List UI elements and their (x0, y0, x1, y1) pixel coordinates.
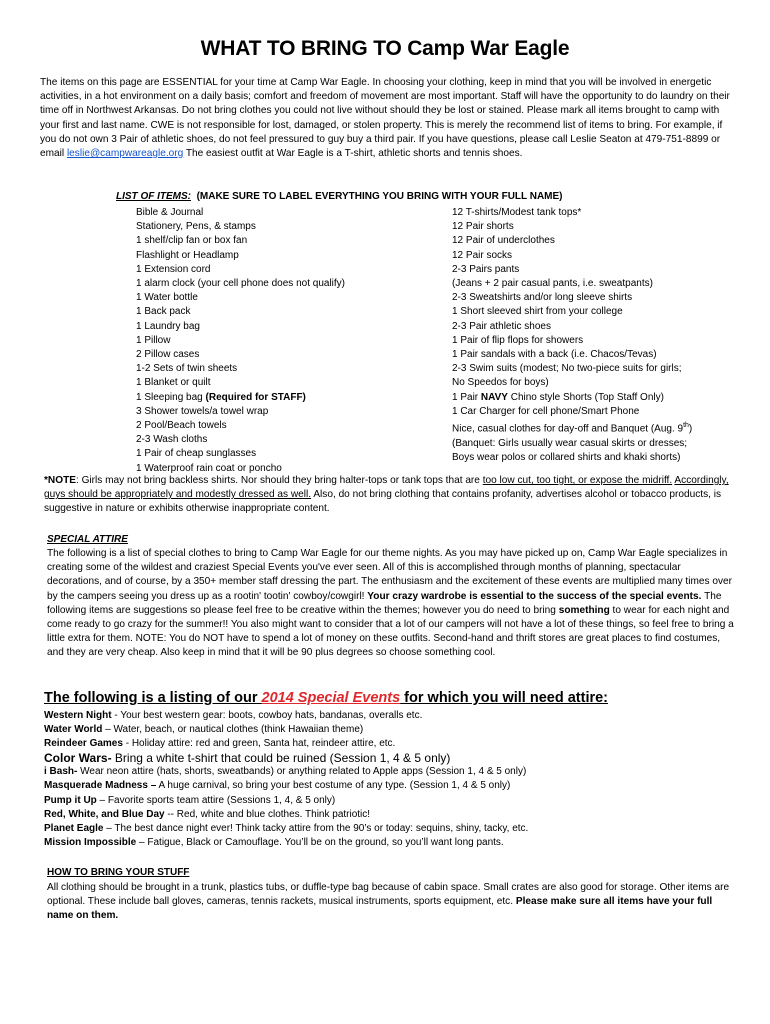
event-item: Mission Impossible – Fatigue, Black or Camouflage. You’ll be on the ground, so you’ll want long pants. (44, 836, 504, 848)
list-item: 1-2 Sets of twin sheets (136, 363, 238, 375)
list-item-banquet: Nice, casual clothes for day-off and Banquet (Aug. 9th) (452, 422, 693, 435)
list-item: (Jeans + 2 pair casual pants, i.e. sweatpants) (452, 278, 653, 290)
list-item-navy-shorts: 1 Pair NAVY Chino style Shorts (Top Staff Only) (452, 391, 664, 403)
note-label: *NOTE (44, 475, 76, 486)
event-item: Pump it Up – Favorite sports team attire (Sessions 1, 4, & 5 only) (44, 794, 336, 806)
list-item: 1 Blanket or quilt (136, 377, 211, 389)
dress-code-note: *NOTE: Girls may not bring backless shirts. Nor should they bring halter-tops or tank tops that are too low cut, too tight, or expose the midriff. Accordingly, guys should be appropriately and modestly dressed as well. Also, do not bring clothing that contains profanity, advertises alcohol or tobacco products, is suggestive in nature or exhibits otherwise inappropriate content. (44, 475, 729, 515)
list-item: Stationery, Pens, & stamps (136, 221, 256, 233)
list-heading-note: (MAKE SURE TO LABEL EVERYTHING YOU BRING WITH YOUR FULL NAME) (196, 191, 563, 202)
list-item: 1 Water bottle (136, 292, 198, 304)
how-to-bring-paragraph: All clothing should be brought in a trunk, plastics tubs, or duffle-type bag because of cabin space. Small crates are also good for storage. Other items are optional. These include ball gloves, cameras, tennis rackets, musical instruments, sports equipment, etc. Please make sure all items have your full name on them. (47, 882, 730, 922)
list-item: Flashlight or Headlamp (136, 249, 239, 261)
event-item: Red, White, and Blue Day -- Red, white and blue clothes. Think patriotic! (44, 808, 371, 820)
special-events-heading: The following is a listing of our 2014 Special Events for which you will need attire: (44, 690, 609, 706)
items-list-left (136, 206, 436, 476)
list-item: 1 alarm clock (your cell phone does not qualify) (136, 278, 345, 290)
list-item: 1 Back pack (136, 306, 191, 318)
how-to-bring-heading: HOW TO BRING YOUR STUFF (47, 867, 190, 878)
special-attire-heading: SPECIAL ATTIRE (47, 534, 128, 545)
intro-paragraph (40, 76, 740, 161)
list-item: 1 Pair of cheap sunglasses (136, 448, 257, 460)
intro-text-end: The easiest outfit at War Eagle is a T-shirt, athletic shorts and tennis shoes. (183, 148, 523, 160)
list-item: Boys wear polos or collared shirts and khaki shorts) (452, 451, 681, 463)
email-link[interactable]: leslie@campwareagle.org (66, 148, 184, 160)
list-item: 1 Pillow (136, 334, 171, 346)
special-attire-paragraph: The following is a list of special clothes to bring to Camp War Eagle for our theme nights. As you may have picked up on, Camp War Eagle specializes in creating some of the wildest and craziest Special Events you've ever seen. All of this is accomplished through months of planning, spectacular decorations, and of course, by a 350+ member staff dressing the part. The enthusiasm and the excitement of these events are multiplied many times over by the campers seeing you dress up as a rootin' tootin' cowboy/cowgirl! Your crazy wardrobe is essential to the success of the special events. The following items are suggestions so please feel free to be creative within the themes; however you do need to bring something to wear for each night and come ready to go crazy for the summer!! You also might want to consider that a lot of our campers will not have a lot of these things, so feel free to bring a little extra for them. NOTE: You do NOT have to spend a lot of money on these outfits. Second-hand and thrift stores are great places to find costumes, and they are very cheap. Also keep in mind that it will be 90 plus degrees so choose something cool. (47, 548, 734, 659)
list-item: 2-3 Swim suits (modest; No two-piece suits for girls; (452, 363, 682, 375)
list-item: 12 Pair shorts (452, 221, 514, 233)
list-item: 3 Shower towels/a towel wrap (136, 405, 269, 417)
items-list-right (452, 206, 752, 465)
event-item: Water World – Water, beach, or nautical clothes (think Hawaiian theme) (44, 724, 364, 736)
list-heading (116, 191, 563, 202)
list-item: No Speedos for boys) (452, 377, 549, 389)
list-item: 2-3 Sweatshirts and/or long sleeve shirts (452, 292, 633, 304)
list-item: 2 Pool/Beach towels (136, 420, 227, 432)
list-item: 12 Pair of underclothes (452, 235, 555, 247)
list-item: 1 Pair of flip flops for showers (452, 334, 584, 346)
event-item: Reindeer Games - Holiday attire: red and green, Santa hat, reindeer attire, etc. (44, 738, 396, 750)
list-item-sleeping-bag: 1 Sleeping bag (Required for STAFF) (136, 391, 306, 403)
intro-text: The items on this page are ESSENTIAL for your time at Camp War Eagle. In choosing your clothing, keep in mind that you will be involved in energetic activities, in a hot environment on a daily basis; comfort and freedom of movement are most important. Staff will have the opportunity to do laundry on their time off in Northwest Arkansas. Do not bring clothes you could not live without should they be lost or stained. Please mark all items brought to camp with your first and last name. CWE is not responsible for lost, damaged, or stolen property. This is merely the recommend list of items to bring. For example, if you do not own 3 Pair of athletic shoes, do not feel pressured to guy buy a third pair. If you have questions, please call Leslie Seaton at 479-751-8899 or email (40, 77, 730, 160)
list-item: 1 Short sleeved shirt from your college (452, 306, 623, 318)
list-item: 12 Pair socks (452, 249, 513, 261)
list-item: (Banquet: Girls usually wear casual skirts or dresses; (452, 437, 688, 449)
list-item: 1 Pair sandals with a back (i.e. Chacos/Tevas) (452, 349, 657, 361)
event-item: i Bash- Wear neon attire (hats, shorts, sweatbands) or anything related to Apple apps (Session 1, 4 & 5 only) (44, 766, 527, 778)
list-item: Bible & Journal (136, 207, 204, 218)
staff-required-note: (Required for STAFF) (205, 391, 306, 403)
list-item: 12 T-shirts/Modest tank tops* (452, 207, 582, 218)
list-item: 2 Pillow cases (136, 349, 200, 361)
list-item: 2-3 Pairs pants (452, 263, 520, 275)
list-item: 1 Laundry bag (136, 320, 200, 332)
list-item: 1 Extension cord (136, 263, 211, 275)
list-item: 1 shelf/clip fan or box fan (136, 235, 248, 247)
list-heading-label: LIST OF ITEMS: (116, 191, 191, 202)
event-item: Color Wars- Bring a white t-shirt that could be ruined (Session 1, 4 & 5 only) (44, 751, 451, 766)
special-events-list (44, 709, 744, 850)
event-item: Western Night - Your best western gear: boots, cowboy hats, bandanas, overalls etc. (44, 710, 423, 721)
list-item: 2-3 Pair athletic shoes (452, 320, 551, 332)
page-title: WHAT TO BRING TO Camp War Eagle (200, 37, 570, 60)
list-item: 1 Waterproof rain coat or poncho (136, 462, 282, 474)
list-item: 2-3 Wash cloths (136, 434, 208, 446)
list-item: 1 Car Charger for cell phone/Smart Phone (452, 405, 640, 417)
event-item: Masquerade Madness – A huge carnival, so bring your best costume of any type. (Session 1, 4 & 5 only) (44, 780, 511, 792)
event-item: Planet Eagle – The best dance night ever! Think tacky attire from the 90’s or today: sequins, shiny, tacky, etc. (44, 822, 529, 834)
